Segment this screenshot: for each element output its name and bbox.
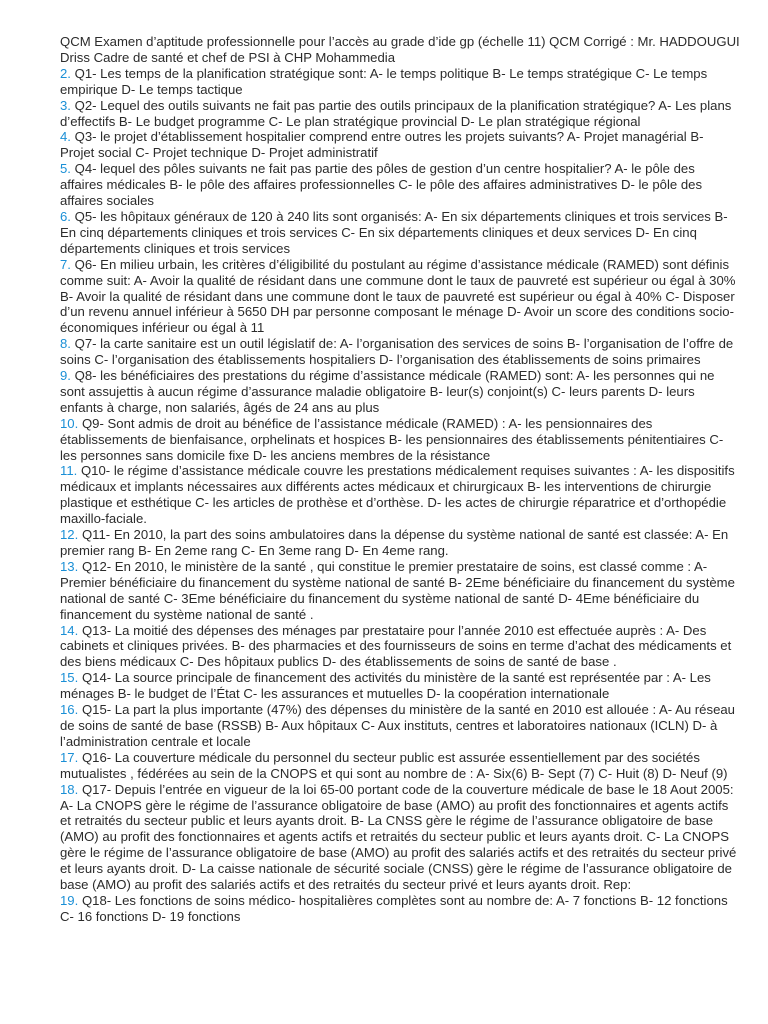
question-item [60, 782, 740, 893]
question-number: 19. [60, 892, 79, 908]
question-number: 16. [60, 702, 79, 718]
question-item [60, 209, 740, 257]
question-text: Q18- Les fonctions de soins médico- hospitalières complètes sont au nombre de: A- 7 fonctions B- 12 fonctions C- 16 fonctions D- 19 fonctions [60, 892, 728, 924]
document-page [60, 34, 740, 925]
question-number: 14. [60, 622, 79, 638]
question-text: Q10- le régime d’assistance médicale couvre les prestations médicalement requises suivantes : A- les dispositifs médicaux et implants nécessaires aux différents actes médicaux et chirurgicaux B- les interventions de chirurgie plastique et esthétique C- les articles de prothèse et d’orthèse. D- les actes de chirurgie réparatrice et d’orthopédie maxillo-faciale. [60, 463, 735, 527]
question-item [60, 893, 740, 925]
question-item [60, 623, 740, 671]
question-item [60, 527, 740, 559]
question-text: Q1- Les temps de la planification stratégique sont: A- le temps politique B- Le temps stratégique C- Le temps empirique D- Le temps tactique [60, 65, 708, 97]
question-item [60, 98, 740, 130]
question-number: 15. [60, 670, 79, 686]
question-text: Q8- les bénéficiaires des prestations du régime d’assistance médicale (RAMED) sont: A- les personnes qui ne sont assujettis à aucun régime d’assurance maladie obligatoire B- leur(s) conjoint(s) C- leurs parents D- leurs enfants à charge, non salariés, âgés de 24 ans au plus [60, 368, 715, 415]
question-item [60, 257, 740, 337]
question-text: Q9- Sont admis de droit au bénéfice de l’assistance médicale (RAMED) : A- les pensionnaires des établissements de bienfaisance, orphelinats et hospices B- les pensionnaires des établissements pénitentiaires C- les personnes sans domicile fixe D- les anciens membres de la résistance [60, 415, 724, 463]
question-number: 6. [60, 208, 71, 224]
document-header: QCM Examen d’aptitude professionnelle pour l’accès au grade d’ide gp (échelle 11) QCM Corrigé : Mr. HADDOUGUI Driss Cadre de santé et chef de PSI à CHP Mohammedia [60, 34, 740, 65]
question-text: Q7- la carte sanitaire est un outil législatif de: A- l’organisation des services de soins B- l’organisation de l’offre de soins C- l’organisation des établissements hospitaliers D- l’organisation des établissements de soins primaires [60, 336, 734, 368]
question-number: 2. [60, 65, 71, 81]
question-number: 18. [60, 781, 79, 797]
question-number: 9. [60, 368, 71, 384]
question-number: 13. [60, 558, 79, 574]
question-number: 11. [60, 463, 78, 479]
question-text: Q11- En 2010, la part des soins ambulatoires dans la dépense du système national de santé est classée: A- En premier rang B- En 2eme rang C- En 3eme rang D- En 4eme rang. [60, 527, 729, 558]
question-item [60, 670, 740, 702]
question-item [60, 750, 740, 782]
question-item [60, 161, 740, 209]
question-text: Q17- Depuis l’entrée en vigueur de la loi 65-00 portant code de la couverture médicale de base le 18 Aout 2005: A- La CNOPS gère le régime de l’assurance obligatoire de base (AMO) au profit des fonctionnaires et agents actifs et retraités du secteur public et leurs ayants droit. B- La CNSS gère le régime de l’assurance obligatoire de base (AMO) au profit des fonctionnaires et agents actifs et retraités du secteur public et leurs ayants droit. C- La CNOPS gère le régime de l’assurance obligatoire de base (AMO) au profit des salariés actifs et des retraités du secteur privé et leurs ayants droit. D- La caisse nationale de sécurité sociale (CNSS) gère le régime de l’assurance obligatoire de base (AMO) au profit des salariés actifs et des retraités du secteur privé et leurs ayants droit. Rep: [60, 781, 737, 893]
question-text: Q4- lequel des pôles suivants ne fait pas partie des pôles de gestion d’un centre hospitalier? A- le pôle des affaires médicales B- le pôle des affaires professionnelles C- le pôle des affaires administratives D- le pôle des affaires sociales [60, 161, 703, 209]
question-text: Q16- La couverture médicale du personnel du secteur public est assurée essentiellement par des sociétés mutualistes , fédérées au sein de la CNOPS et qui sont au nombre de : A- Six(6) B- Sept (7) C- Huit (8) D- Neuf (9) [60, 749, 728, 781]
question-number: 5. [60, 161, 71, 177]
question-text: Q13- La moitié des dépenses des ménages par prestataire pour l’année 2010 est effectuée auprès : A- Des cabinets et cliniques privées. B- des pharmacies et des fournisseurs de soins en terme d’achat des médicaments et des biens médicaux C- Des hôpitaux publics D- des établissements de soins de santé de base . [60, 622, 732, 670]
question-text: Q2- Lequel des outils suivants ne fait pas partie des outils principaux de la planification stratégique? A- Les plans d’effectifs B- Le budget programme C- Le plan stratégique provincial D- Le plan stratégique régional [60, 97, 732, 129]
question-item [60, 368, 740, 416]
question-list [60, 66, 740, 925]
question-item [60, 559, 740, 623]
question-item [60, 702, 740, 750]
question-text: Q5- les hôpitaux généraux de 120 à 240 lits sont organisés: A- En six départements cliniques et trois services B- En cinq départements cliniques et trois services C- En six départements cliniques et deux services D- En cinq départements cliniques et trois services [60, 208, 728, 256]
question-text: Q12- En 2010, le ministère de la santé , qui constitue le premier prestataire de soins, est classé comme : A- Premier bénéficiaire du financement du système national de santé B- 2Eme bénéficiaire du financement du système national de santé C- 3Eme bénéficiaire du financement du système national de santé D- 4Eme bénéficiaire du financement du système national de santé . [60, 558, 735, 622]
question-item [60, 416, 740, 464]
question-item [60, 336, 740, 368]
question-text: Q6- En milieu urbain, les critères d’éligibilité du postulant au régime d’assistance médicale (RAMED) sont définis comme suit: A- Avoir la qualité de résidant dans une commune dont le taux de pauvreté est supérieur ou égal à 30% B- Avoir la qualité de résidant dans une commune dont le taux de pauvreté est supérieur ou égal à 40% C- Disposer d’un revenu annuel inférieur à 5650 DH par personne composant le ménage D- Avoir un score des conditions socio-économiques inférieur ou égal à 11 [60, 256, 736, 336]
question-text: Q14- La source principale de financement des activités du ministère de la santé est représentée par : A- Les ménages B- le budget de l’État C- les assurances et mutuelles D- la coopération internationale [60, 670, 711, 702]
question-text: Q15- La part la plus importante (47%) des dépenses du ministère de la santé en 2010 est allouée : A- Au réseau de soins de santé de base (RSSB) B- Aux hôpitaux C- Aux instituts, centres et laboratoires nationaux (ICLN) D- à l’administration centrale et locale [60, 702, 735, 749]
question-number: 10. [60, 415, 79, 431]
question-number: 7. [60, 256, 71, 272]
question-number: 3. [60, 97, 71, 113]
question-item [60, 129, 740, 161]
question-number: 12. [60, 527, 79, 543]
question-text: Q3- le projet d’établissement hospitalier comprend entre outres les projets suivants? A- Projet managérial B- Projet social C- Projet technique D- Projet administratif [60, 129, 704, 161]
question-item [60, 463, 740, 527]
question-item [60, 66, 740, 98]
question-number: 4. [60, 129, 71, 145]
question-number: 17. [60, 749, 79, 765]
question-number: 8. [60, 336, 71, 352]
